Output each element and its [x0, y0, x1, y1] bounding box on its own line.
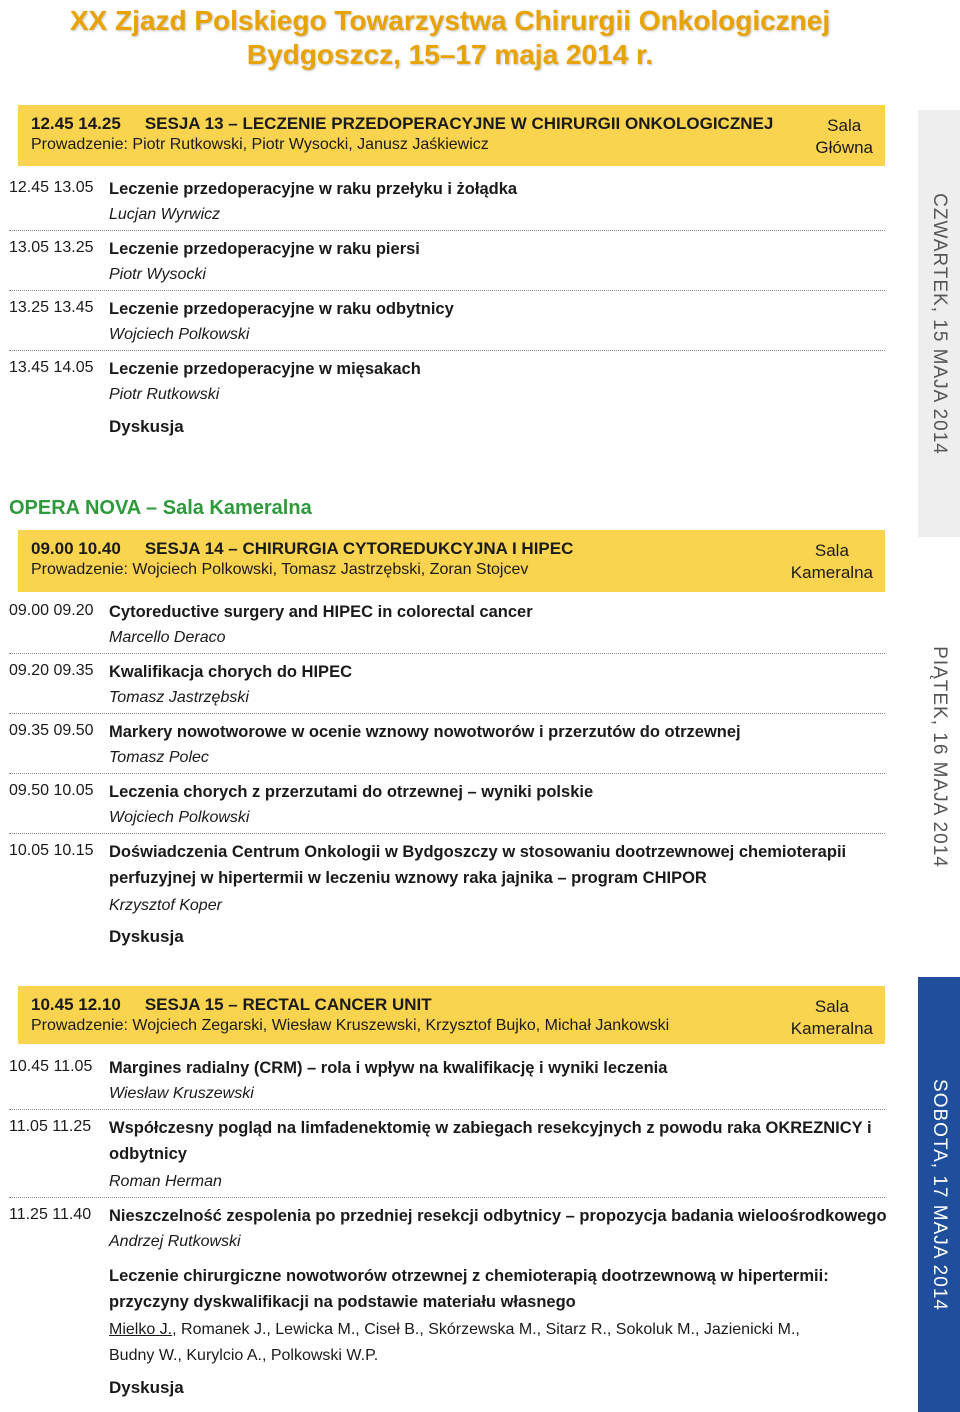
talk-time: 11.25 11.40	[9, 1206, 92, 1223]
talk-time: 10.45 11.05	[9, 1058, 93, 1075]
talk-authors-line2: Budny W., Kurylcio A., Polkowski W.P.	[109, 1347, 379, 1364]
divider	[9, 230, 885, 231]
day-tab-saturday	[918, 977, 960, 1412]
talk-time: 09.00 09.20	[9, 602, 94, 619]
divider	[9, 1197, 885, 1198]
divider	[9, 290, 885, 291]
session-time: 10.45 12.10	[31, 995, 121, 1014]
session-room: Sala Główna	[815, 116, 873, 157]
venue-heading: OPERA NOVA – Sala Kameralna	[9, 497, 312, 519]
talk-time: 13.45 14.05	[9, 359, 94, 376]
day-tab-label: SOBOTA, 17 MAJA 2014	[929, 1078, 950, 1311]
session-title: SESJA 14 – CHIRURGIA CYTOREDUKCYJNA I HIPEC	[144, 539, 574, 558]
session-time: 09.00 10.40	[31, 539, 121, 558]
session-title: SESJA 15 – RECTAL CANCER UNIT	[144, 995, 432, 1014]
session-header	[18, 530, 885, 592]
co-authors: , Romanek J., Lewicka M., Ciseł B., Skórzewska M., Sitarz R., Sokoluk M., Jazienicki M.,	[172, 1321, 800, 1338]
divider	[9, 350, 885, 351]
talk-title: Markery nowotworowe w ocenie wznowy nowotworów i przerzutów do otrzewnej	[109, 723, 741, 741]
conference-title: XX Zjazd Polskiego Towarzystwa Chirurgii Onkologicznej	[69, 5, 831, 36]
conference-place-date: Bydgoszcz, 15–17 maja 2014 r.	[246, 39, 654, 70]
talk-time: 13.25 13.45	[9, 299, 94, 316]
talk-title: Margines radialny (CRM) – rola i wpływ na kwalifikację i wyniki leczenia	[109, 1059, 668, 1077]
talk-author: Andrzej Rutkowski	[109, 1233, 241, 1250]
talk-author: Marcello Deraco	[109, 629, 226, 646]
talk-time: 13.05 13.25	[9, 239, 94, 256]
talk-author: Lucjan Wyrwicz	[109, 206, 221, 223]
talk-title: Kwalifikacja chorych do HIPEC	[109, 663, 352, 681]
talk-title: Nieszczelność zespolenia po przedniej resekcji odbytnicy – propozycja badania wieloośrodkowego	[109, 1207, 887, 1225]
talk-time: 10.05 10.15	[9, 842, 94, 859]
talk-author: Roman Herman	[109, 1173, 222, 1190]
talk-author: Tomasz Polec	[109, 749, 209, 766]
talk-title: Leczenie przedoperacyjne w raku odbytnicy	[109, 300, 454, 318]
session-chairs: Prowadzenie: Piotr Rutkowski, Piotr Wysocki, Janusz Jaśkiewicz	[31, 136, 489, 153]
session-time: 12.45 14.25	[31, 114, 121, 133]
discussion-label: Dyskusja	[109, 927, 184, 946]
divider	[9, 653, 885, 654]
talk-author: Tomasz Jastrzębski	[109, 689, 249, 706]
talk-title: Leczenie przedoperacyjne w mięsakach	[109, 360, 421, 378]
talk-author: Wojciech Polkowski	[109, 809, 250, 826]
session-room: Sala Kameralna	[790, 541, 873, 582]
talk-title: Leczenie chirurgiczne nowotworów otrzewnej z chemioterapią dootrzewnową w hipertermii: przyczyny dyskwalifikacji na podstawie materiału własnego	[109, 1267, 829, 1311]
divider	[9, 713, 885, 714]
session-chairs: Prowadzenie: Wojciech Polkowski, Tomasz Jastrzębski, Zoran Stojcev	[31, 561, 529, 578]
talk-title: Leczenia chorych z przerzutami do otrzewnej – wyniki polskie	[109, 783, 594, 801]
talk-author: Piotr Rutkowski	[109, 386, 220, 403]
talk-author: Wojciech Polkowski	[109, 326, 250, 343]
day-tab-thursday	[918, 110, 960, 537]
day-tab-friday	[918, 548, 960, 966]
talk-time: 11.05 11.25	[9, 1118, 92, 1135]
talk-time: 09.20 09.35	[9, 662, 94, 679]
divider	[9, 1109, 885, 1110]
session-chairs: Prowadzenie: Wojciech Zegarski, Wiesław Kruszewski, Krzysztof Bujko, Michał Jankowski	[31, 1017, 670, 1034]
talk-title: Współczesny pogląd na limfadenektomię w zabiegach resekcyjnych z powodu raka OKREZNICY i odbytnicy	[109, 1119, 872, 1163]
day-tab-label: PIĄTEK, 16 MAJA 2014	[929, 646, 950, 868]
talk-author: Piotr Wysocki	[109, 266, 206, 283]
talk-title: Cytoreductive surgery and HIPEC in colorectal cancer	[109, 603, 533, 621]
day-tab-label: CZWARTEK, 15 MAJA 2014	[929, 192, 950, 455]
discussion-label: Dyskusja	[109, 1378, 184, 1397]
divider	[9, 833, 885, 834]
talk-authors	[109, 1318, 800, 1342]
talk-time: 09.35 09.50	[9, 722, 94, 739]
discussion-label: Dyskusja	[109, 417, 184, 436]
divider	[9, 773, 885, 774]
talk-time: 09.50 10.05	[9, 782, 94, 799]
session-room: Sala Kameralna	[790, 997, 873, 1038]
talk-author: Krzysztof Koper	[109, 897, 222, 914]
session-header	[18, 105, 885, 166]
talk-title: Leczenie przedoperacyjne w raku przełyku i żołądka	[109, 180, 518, 198]
talk-author: Wiesław Kruszewski	[109, 1085, 254, 1102]
session-header	[18, 986, 885, 1044]
talk-time: 12.45 13.05	[9, 179, 94, 196]
presenting-author: Mielko J.	[109, 1321, 173, 1338]
talk-title: Doświadczenia Centrum Onkologii w Bydgoszczy w stosowaniu dootrzewnowej chemioterapii perfuzyjnej w hipertermii w leczeniu wznowy raka jajnika – program CHIPOR	[109, 843, 847, 887]
session-title: SESJA 13 – LECZENIE PRZEDOPERACYJNE W CHIRURGII ONKOLOGICZNEJ	[144, 114, 774, 133]
talk-title: Leczenie przedoperacyjne w raku piersi	[109, 240, 420, 258]
